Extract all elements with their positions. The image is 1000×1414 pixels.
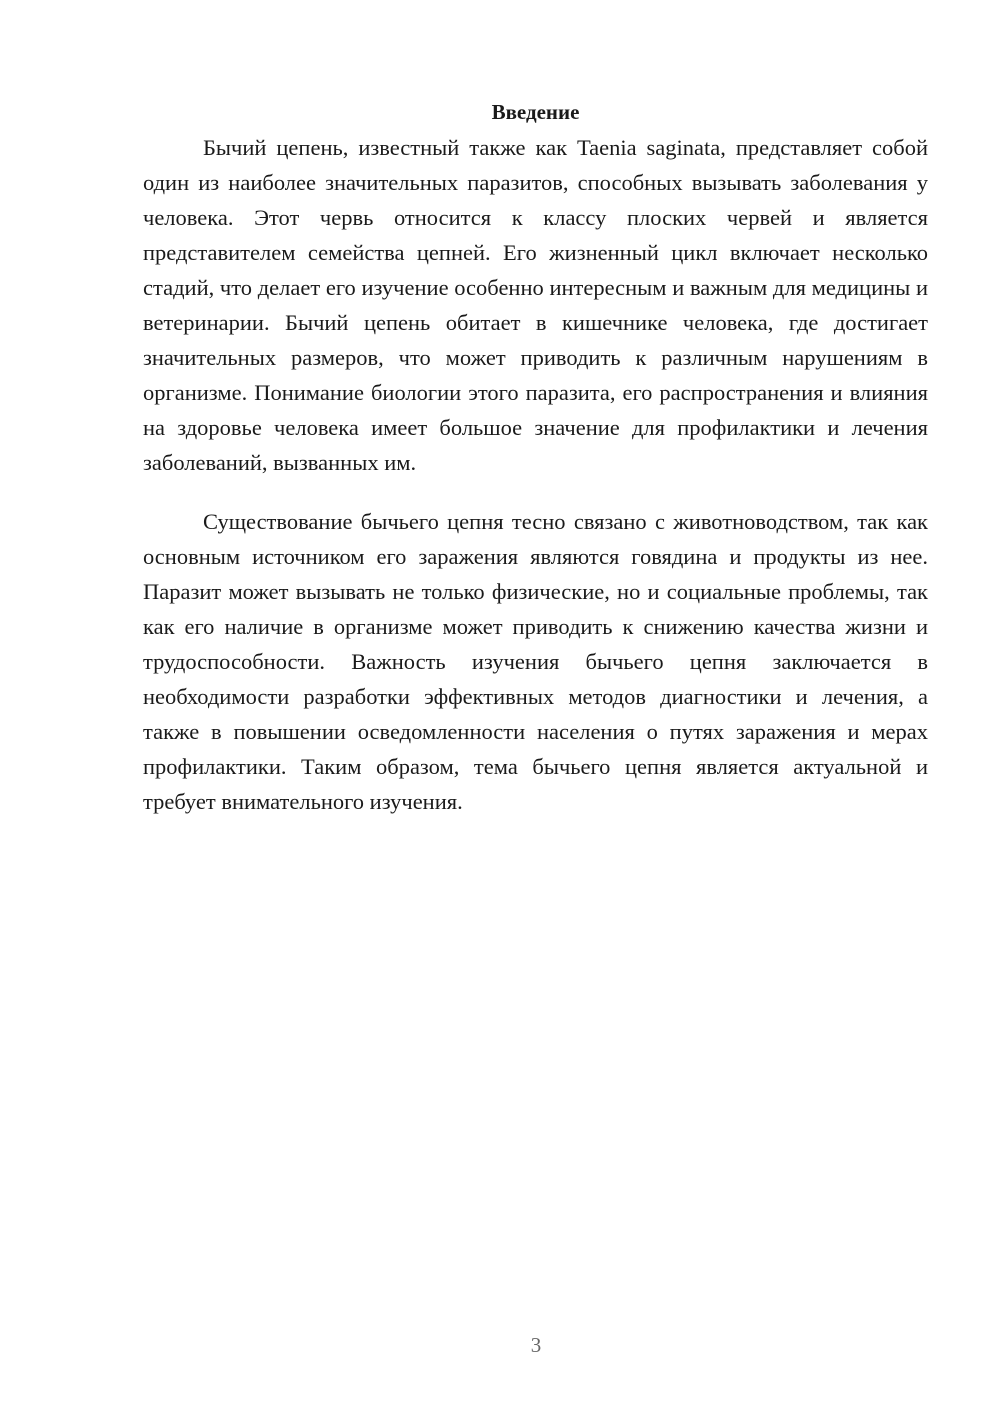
paragraph-1: Бычий цепень, известный также как Taenia saginata, представляет собой один из наиболее значительных паразитов, способных вызывать заболевания у человека. Этот червь относится к классу плоских червей и является представителем семейства цепней. Его жизненный цикл включает несколько стадий, что делает его изучение особенно интересным и важным для медицины и ветеринарии. Бычий цепень обитает в кишечнике человека, где достигает значительных размеров, что может приводить к различным нарушениям в организме. Понимание биологии этого паразита, его распространения и влияния на здоровье человека имеет большое значение для профилактики и лечения заболеваний, вызванных им. [143, 135, 928, 475]
paragraph-2: Существование бычьего цепня тесно связано с животноводством, так как основным источником его заражения являются говядина и продукты из нее. Паразит может вызывать не только физические, но и социальные проблемы, так как его наличие в организме может приводить к снижению качества жизни и трудоспособности. Важность изучения бычьего цепня заключается в необходимости разработки эффективных методов диагностики и лечения, а также в повышении осведомленности населения о путях заражения и мерах профилактики. Таким образом, тема бычьего цепня является актуальной и требует внимательного изучения. [143, 509, 928, 814]
page-content [143, 94, 928, 819]
page-number: 3 [530, 1333, 542, 1357]
section-heading: Введение [491, 100, 580, 124]
